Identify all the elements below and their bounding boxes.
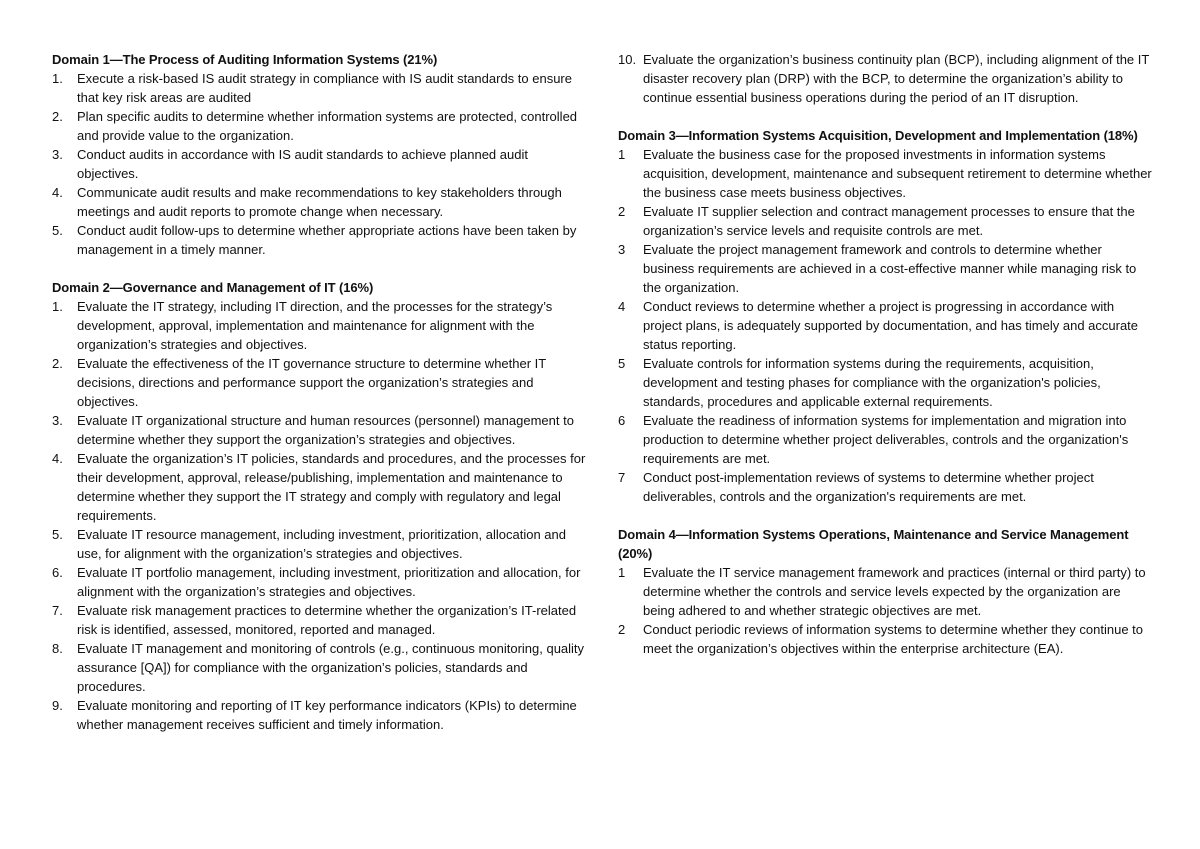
item-number: 6: [618, 413, 626, 428]
left-column: [52, 50, 587, 753]
list-item: [618, 145, 1153, 202]
item-text: Evaluate IT organizational structure and human resources (personnel) management to determine whether they support the organization’s strategies and objectives.: [77, 413, 574, 447]
item-text: Plan specific audits to determine whether information systems are protected, controlled and provide value to the organization.: [77, 109, 578, 143]
right-column: [618, 50, 1153, 677]
item-number: 1: [618, 565, 626, 580]
item-number: 4.: [52, 185, 63, 200]
item-text: Conduct post-implementation reviews of systems to determine whether project deliverables, controls and the organization's requirements are met.: [643, 470, 1094, 504]
task-list: [618, 563, 1153, 658]
item-number: 5.: [52, 223, 63, 238]
list-item: [52, 297, 587, 354]
item-number: 2: [618, 622, 626, 637]
domain-section: [618, 126, 1153, 506]
domain-title: Domain 3—Information Systems Acquisition, Development and Implementation (18%): [618, 128, 1138, 143]
list-item: [52, 221, 587, 259]
item-text: Evaluate the organization’s IT policies, standards and procedures, and the processes for their development, approval, release/publishing, implementation and maintenance to determine whether they support the IT strategy and comply with regulatory and legal requirements.: [77, 451, 586, 523]
item-text: Evaluate the project management framework and controls to determine whether business requirements are achieved in a cost-effective manner while managing risk to the organization.: [643, 242, 1137, 295]
list-item: [618, 297, 1153, 354]
item-number: 2.: [52, 356, 63, 371]
item-text: Conduct audits in accordance with IS audit standards to achieve planned audit objectives.: [77, 147, 528, 181]
task-list: [618, 145, 1153, 506]
item-number: 3.: [52, 413, 63, 428]
item-number: 3: [618, 242, 626, 257]
list-item: [618, 411, 1153, 468]
task-list: [618, 50, 1153, 107]
item-text: Evaluate IT management and monitoring of controls (e.g., continuous monitoring, quality assurance [QA]) for compliance with the organization’s policies, standards and procedures.: [77, 641, 585, 694]
item-text: Evaluate the organization’s business continuity plan (BCP), including alignment of the IT disaster recovery plan (DRP) with the BCP, to determine the organization’s ability to continue essential business operations during the period of an IT disruption.: [643, 52, 1150, 105]
list-item: [618, 202, 1153, 240]
list-item: [618, 354, 1153, 411]
item-number: 7.: [52, 603, 63, 618]
item-text: Evaluate risk management practices to determine whether the organization’s IT-related risk is identified, assessed, monitored, reported and managed.: [77, 603, 577, 637]
item-number: 7: [618, 470, 626, 485]
item-text: Evaluate the effectiveness of the IT governance structure to determine whether IT decisions, directions and performance support the organization’s strategies and objectives.: [77, 356, 546, 409]
item-text: Evaluate the business case for the proposed investments in information systems acquisition, development, maintenance and subsequent retirement to determine whether the business case meets business objectives.: [643, 147, 1152, 200]
item-number: 1.: [52, 71, 63, 86]
item-text: Conduct periodic reviews of information systems to determine whether they continue to meet the organization’s objectives within the enterprise architecture (EA).: [643, 622, 1144, 656]
list-item: [52, 145, 587, 183]
task-list: [52, 297, 587, 734]
item-text: Evaluate controls for information systems during the requirements, acquisition, development and testing phases for compliance with the organization's policies, standards, procedures and applicable external requirements.: [643, 356, 1101, 409]
item-number: 1.: [52, 299, 63, 314]
item-text: Conduct audit follow-ups to determine whether appropriate actions have been taken by management in a timely manner.: [77, 223, 577, 257]
item-number: 2: [618, 204, 626, 219]
list-item: [618, 240, 1153, 297]
list-item: [52, 563, 587, 601]
list-item: [618, 620, 1153, 658]
item-number: 2.: [52, 109, 63, 124]
item-number: 5.: [52, 527, 63, 542]
item-number: 3.: [52, 147, 63, 162]
list-item: [52, 525, 587, 563]
list-item: [618, 563, 1153, 620]
item-text: Evaluate the IT service management framework and practices (internal or third party) to determine whether the controls and service levels expected by the organization are being adhered to and whether strategic objectives are met.: [643, 565, 1146, 618]
list-item: [52, 411, 587, 449]
item-number: 6.: [52, 565, 63, 580]
item-text: Evaluate IT portfolio management, including investment, prioritization and allocation, for alignment with the organization’s strategies and objectives.: [77, 565, 581, 599]
domain-title: Domain 2—Governance and Management of IT (16%): [52, 280, 374, 295]
item-number: 8.: [52, 641, 63, 656]
item-number: 5: [618, 356, 626, 371]
item-number: 9.: [52, 698, 63, 713]
list-item: [52, 183, 587, 221]
item-text: Evaluate IT supplier selection and contract management processes to ensure that the organization’s service levels and requisite controls are met.: [643, 204, 1135, 238]
list-item: [52, 601, 587, 639]
list-item: [52, 69, 587, 107]
item-text: Evaluate monitoring and reporting of IT key performance indicators (KPIs) to determine whether management receives sufficient and timely information.: [77, 698, 577, 732]
list-item: [52, 354, 587, 411]
item-text: Execute a risk-based IS audit strategy in compliance with IS audit standards to ensure that key risk areas are audited: [77, 71, 572, 105]
item-number: 1: [618, 147, 626, 162]
list-item: [618, 50, 1153, 107]
domain-title: Domain 1—The Process of Auditing Information Systems (21%): [52, 52, 438, 67]
domain-section: [52, 50, 587, 259]
list-item: [618, 468, 1153, 506]
item-text: Conduct reviews to determine whether a project is progressing in accordance with project plans, is adequately supported by documentation, and has timely and accurate status reporting.: [643, 299, 1139, 352]
domain-section: [618, 525, 1153, 658]
item-text: Evaluate the readiness of information systems for implementation and migration into production to determine whether project deliverables, controls and the organization's requirements are met.: [643, 413, 1129, 466]
item-text: Evaluate the IT strategy, including IT direction, and the processes for the strategy’s development, approval, implementation and maintenance for alignment with the organization’s strategies and objectives.: [77, 299, 553, 352]
item-text: Communicate audit results and make recommendations to key stakeholders through meetings and audit reports to promote change when necessary.: [77, 185, 562, 219]
task-list: [52, 69, 587, 259]
list-item: [52, 696, 587, 734]
domain-section: [52, 278, 587, 734]
item-number: 10.: [618, 52, 637, 67]
item-number: 4: [618, 299, 626, 314]
domain-title: Domain 4—Information Systems Operations, Maintenance and Service Management (20%): [618, 527, 1129, 561]
list-item: [52, 449, 587, 525]
domain-section: [618, 50, 1153, 107]
item-number: 4.: [52, 451, 63, 466]
list-item: [52, 107, 587, 145]
list-item: [52, 639, 587, 696]
item-text: Evaluate IT resource management, including investment, prioritization, allocation and use, for alignment with the organization’s strategies and objectives.: [77, 527, 566, 561]
